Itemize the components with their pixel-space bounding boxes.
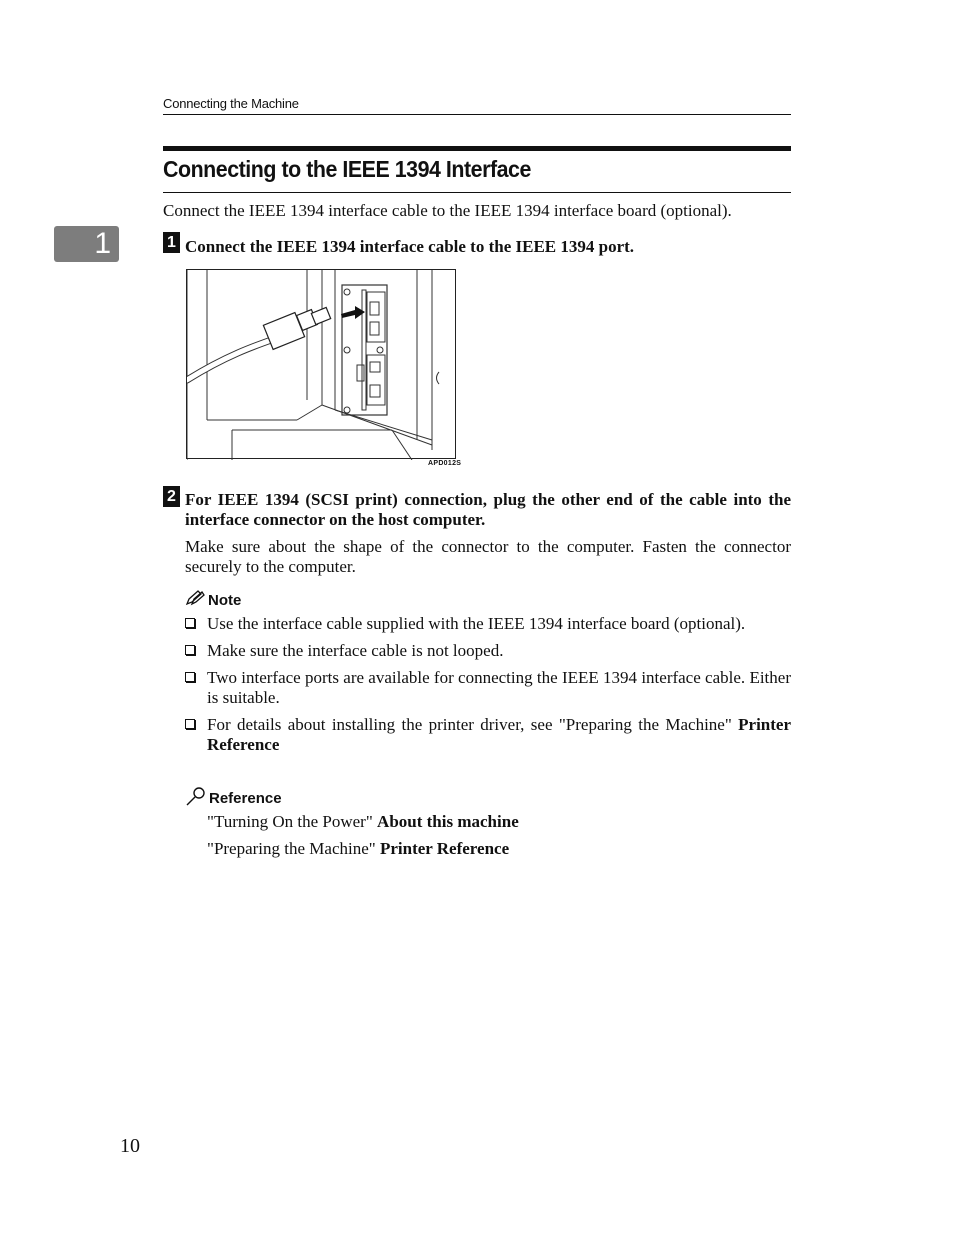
page-number: 10 <box>120 1135 140 1157</box>
header-rule <box>163 114 791 115</box>
title-bar <box>163 146 791 151</box>
note-item-text: Two interface ports are available for connecting the IEEE 1394 interface cable. Either is suitable. <box>207 668 791 707</box>
illustration-drawing <box>187 270 457 460</box>
running-header: Connecting the Machine <box>163 96 299 111</box>
checkbox-bullet-icon <box>185 719 195 729</box>
chapter-tab: 1 <box>54 226 119 262</box>
figure-caption: APD012S <box>428 460 462 467</box>
title-rule <box>163 192 791 193</box>
note-item-text: For details about installing the printer driver, see "Preparing the Machine" <box>207 715 732 734</box>
step-1-badge: 1 <box>163 232 180 253</box>
note-item <box>185 614 791 634</box>
checkbox-bullet-icon <box>185 645 195 655</box>
note-item <box>185 715 791 755</box>
reference-heading <box>185 786 282 810</box>
note-item <box>185 668 791 708</box>
step-2-body: Make sure about the shape of the connector to the computer. Fasten the connector securely to the computer. <box>185 537 791 576</box>
note-heading-label: Note <box>208 591 242 609</box>
reference-item <box>207 812 519 832</box>
note-heading <box>185 590 241 610</box>
reference-item-text: "Turning On the Power" <box>207 812 373 831</box>
reference-item-text: "Preparing the Machine" <box>207 839 376 858</box>
checkbox-bullet-icon <box>185 672 195 682</box>
connection-illustration <box>186 269 456 459</box>
note-item-text: Make sure the interface cable is not looped. <box>207 641 504 660</box>
reference-heading-label: Reference <box>209 789 282 807</box>
magnifier-icon <box>185 786 207 810</box>
pencil-icon <box>185 590 205 610</box>
section-title: Connecting to the IEEE 1394 Interface <box>163 156 531 182</box>
step-1-text: Connect the IEEE 1394 interface cable to the IEEE 1394 port. <box>185 237 635 256</box>
reference-item <box>207 839 509 859</box>
intro-paragraph: Connect the IEEE 1394 interface cable to the IEEE 1394 interface board (optional). <box>163 201 732 220</box>
step-2-text: For IEEE 1394 (SCSI print) connection, plug the other end of the cable into the interface connector on the host computer. <box>185 490 791 529</box>
step-2-badge: 2 <box>163 486 180 507</box>
note-item-reference: Printer Reference <box>207 715 791 754</box>
reference-item-manual: About this machine <box>377 812 519 831</box>
checkbox-bullet-icon <box>185 618 195 628</box>
note-list <box>185 614 791 762</box>
note-item <box>185 641 791 661</box>
note-item-text: Use the interface cable supplied with the IEEE 1394 interface board (optional). <box>207 614 746 633</box>
reference-item-manual: Printer Reference <box>379 839 510 858</box>
